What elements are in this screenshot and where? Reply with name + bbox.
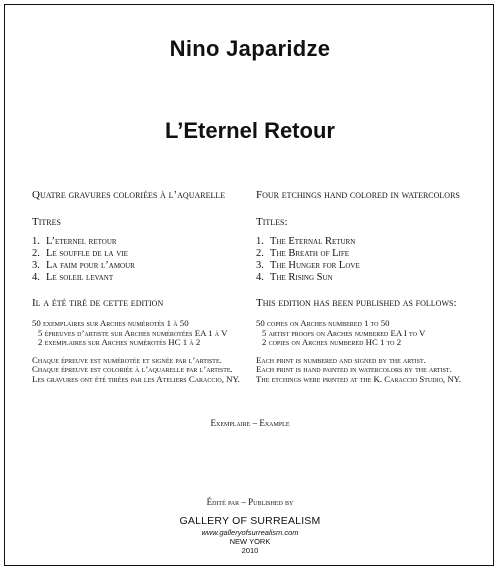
artist-name: Nino Japaridze <box>169 36 331 61</box>
english-notes <box>256 356 478 385</box>
list-item: 4. Le soleil levant <box>32 272 114 283</box>
english-titles-list <box>256 236 478 284</box>
english-copies <box>256 319 478 348</box>
note-line: Les gravures ont été tirées par les Ateliers Caraccio, NY. <box>32 373 240 384</box>
copies-line: 50 exemplaires sur Arches numérotés 1 à 50 <box>32 318 189 328</box>
publisher-block <box>0 497 500 555</box>
note-line: Each print is numbered and signed by the artist. <box>256 354 426 365</box>
english-titles-label: Titles: <box>256 216 288 228</box>
publication-year: 2010 <box>241 546 259 555</box>
french-titles-label: Titres <box>32 216 61 228</box>
french-edition-label: Il a été tiré de cette edition <box>32 297 164 309</box>
list-item: 2. Le souffle de la vie <box>32 248 128 259</box>
list-item: 3. The Hunger for Love <box>256 260 360 271</box>
note-line: Chaque épreuve est numérotée et signée par l’artiste. <box>32 354 222 365</box>
copies-line: 2 copies on Arches numbered HC 1 to 2 <box>262 337 402 347</box>
list-item: 1. L’eternel retour <box>32 236 117 247</box>
copies-line: 5 épreuves d’artiste sur Arches numérotées EA 1 à V <box>38 327 228 338</box>
published-by-line: Édité par – Published by <box>206 497 294 507</box>
french-column <box>32 190 250 384</box>
french-notes <box>32 356 250 385</box>
list-item: 4. The Rising Sun <box>256 272 333 283</box>
french-heading: Quatre gravures coloriées à l’aquarelle <box>32 189 226 201</box>
list-item: 3. La faim pour l’amour <box>32 260 135 271</box>
english-column <box>256 190 478 384</box>
copies-line: 5 artist proofs on Arches numbered EA I to V <box>262 327 426 338</box>
note-line: Chaque épreuve est coloriée à l’aquarelle par l’artiste. <box>32 364 233 374</box>
gallery-city: NEW YORK <box>229 537 271 546</box>
copies-line: 2 exemplaires sur Arches numérotés HC 1 à 2 <box>38 337 201 347</box>
example-label: Exemplaire – Example <box>210 418 290 428</box>
english-heading: Four etchings hand colored in watercolors <box>256 189 460 201</box>
gallery-name: GALLERY OF SURREALISM <box>179 515 321 527</box>
work-title: L’Eternel Retour <box>165 118 335 143</box>
note-line: Each print is hand painted in watercolors by the artist. <box>256 364 452 374</box>
english-edition-label: This edition has been published as follows: <box>256 297 457 309</box>
french-titles-list <box>32 236 250 284</box>
french-copies <box>32 319 250 348</box>
gallery-url: www.galleryofsurrealism.com <box>201 528 299 537</box>
copies-line: 50 copies on Arches numbered 1 to 50 <box>256 318 390 328</box>
note-line: The etchings were printed at the K. Caraccio Studio, NY. <box>256 373 462 384</box>
list-item: 1. The Eternal Return <box>256 236 356 247</box>
list-item: 2. The Breath of Life <box>256 248 350 259</box>
